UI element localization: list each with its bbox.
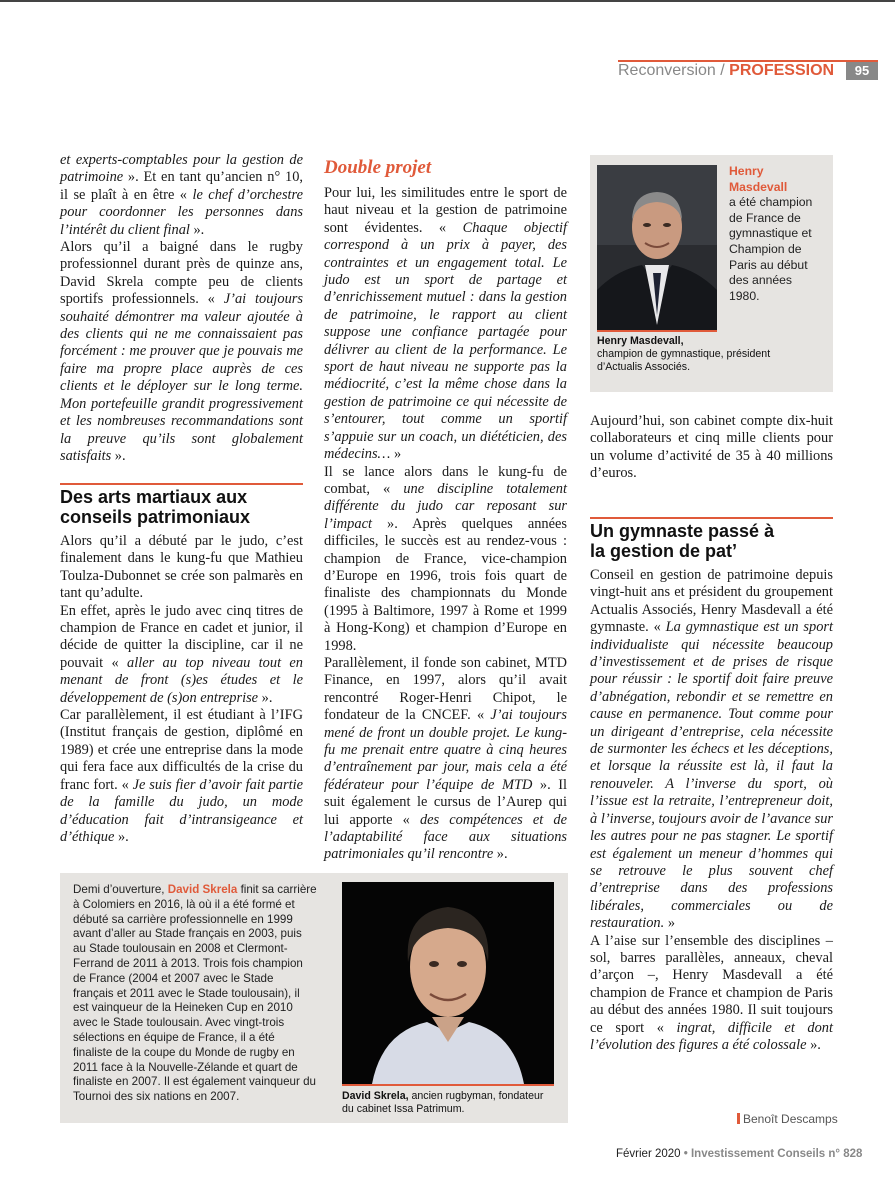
paragraph: En effet, après le judo avec cinq titres de champion de France en cadet et junior, il décide de quitter la discipline, car il ne pouvait « aller au top niveau tout en menant de front (s)es études et le développement de (s)on entreprise ». [60, 602, 303, 706]
top-rule [0, 0, 895, 2]
skrela-bio: Demi d’ouverture, David Skrela finit sa carrière à Colomiers en 2016, là où il a été formé et débuté sa carrière professionnelle en 1999 avant d’aller au Stade français en 2003, puis au Stade toulousain en 2008 et Clermont-Ferrand de 2011 à 2013. Trois fois champion de France (2004 et 2007 avec le Stade français et 2011 avec le Stade toulousain), il est vainqueur de la Heineken Cup en 2010 avec le Stade toulousain. Avec vingt-trois sélections en équipe de France, il a été finaliste de la coupe du Monde de rugby en 2011 face à la Nouvelle-Zélande et quart de finaliste en 2007. Il est également vainqueur du Tournoi des six nations en 2007. [73, 883, 317, 1104]
column-3-section-2 [590, 567, 833, 1054]
paragraph: Car parallèlement, il est étudiant à l’IFG (Institut français de gestion, diplômé en 1989) et crée une entreprise dans la mode qui fera face aux difficultés de la crise du franc fort. « Je suis fier d’avoir fait partie de la famille du judo, un mode d’éducation fait d’intransigeance et d’éthique ». [60, 707, 303, 845]
column-1-section-2 [60, 533, 303, 846]
footer-date: Février 2020 [616, 1148, 681, 1160]
paragraph: Il se lance alors dans le kung-fu de combat, « une discipline totalement différente du judo car reposant sur l’impact ». Après quelques années difficiles, le succès est au rendez-vous : champion de France, vice-champion d’Europe en 1996, trois fois quart de finaliste des championnats du Monde (1995 à Baltimore, 1997 à Rome et 1999 à Hong-Kong) et champion d’Europe en 1998. [324, 463, 567, 654]
paragraph: Conseil en gestion de patrimoine depuis vingt-huit ans et président du groupement Actualis Associés, Henry Masdevall a été gymnaste. « La gymnastique est un sport individualiste qui nécessite beaucoup d’investissement et de prises de risque pour réussir : le sportif doit faire preuve d’abnégation, rebondir et se remettre en cause en permanence. Tout comme pour un dirigeant d’entreprise, cela nécessite de surmonter les échecs et les déceptions, et lorsque la réussite est là, il faut la renouveler. A l’inverse du sport, où l’issue est la retraite, l’entrepreneur doit, à l’inverse, toujours avoir de l’avance sur les autres pour ne pas stagner. Le sportif est également un meneur d’hommes qui se retrouve le plus souvent chef d’entreprise dans des professions libérales, commerciales ou de restauration. » [590, 567, 833, 932]
paragraph: Alors qu’il a baigné dans le rugby professionnel durant près de quinze ans, David Skrela compte peu de clients sportifs professionnels. « J’ai toujours souhaité démontrer ma valeur ajoutée à des clients qui ne me connaissaient pas forcément : me prouver que je pouvais me faire ma propre place auprès de ces clients et le déployer sur le long terme. Mon portefeuille grandit progressivement et les nombreuses recommandations sont la preuve qu’ils sont globalement satisfaits ». [60, 239, 304, 464]
header-label [618, 62, 834, 80]
paragraph: A l’aise sur l’ensemble des disciplines – sol, barres parallèles, anneaux, cheval d’arçon –, Henry Masdevall a été champion de France et champion de Paris au début des années 1980. Il suit toujours ce sport « ingrat, difficile et dont l’évolution des figures a été colossale ». [590, 932, 833, 1053]
masdevall-photo-rule [597, 330, 717, 332]
heading-rule [60, 483, 303, 485]
author-credit: Benoît Descamps [737, 1112, 838, 1126]
page-footer: Février 2020 • Investissement Conseils n° 828 [616, 1148, 863, 1160]
paragraph: Pour lui, les similitudes entre le sport de haut niveau et la gestion de patrimoine sont évidentes. « Chaque objectif correspond à un prix à payer, des contraintes et un engagement total. Le judo est un sport de partage et d’enrichissement mutuel : dans la gestion de patrimoine, le rapport au client suppose une confiance partagée pour délivrer au client de la performance. Le sport de haut niveau ne supporte pas la médiocrité, c’est la même chose dans la gestion de patrimoine ce qui nécessite de s’entourer, tout comme un sportif s’appuie sur un coach, un diététicien, des médecins… » [324, 185, 568, 463]
masdevall-name: Henry Masdevall [729, 164, 788, 194]
page-number: 95 [846, 62, 878, 80]
masdevall-photo [597, 165, 717, 330]
skrela-caption: David Skrela, ancien rugbyman, fondateur du cabinet Issa Patrimum. [342, 1090, 544, 1115]
column-3 [590, 413, 833, 483]
paragraph: Aujourd’hui, son cabinet compte dix-huit collaborateurs et cinq mille clients pour un volume d’activité de 35 à 40 millions d’euros. [590, 413, 833, 482]
masdevall-bio: Henry Masdevall a été champion de France de gymnastique et Champion de Paris au début des années 1980. [729, 164, 813, 303]
masdevall-caption: Henry Masdevall, champion de gymnastique, président d’Actualis Associés. [597, 335, 771, 373]
heading-gymnaste: Un gymnaste passé à la gestion de pat’ [590, 521, 775, 561]
paragraph: Parallèlement, il fonde son cabinet, MTD Finance, en 1997, alors qu’il avait rencontré Roger-Henri Chipot, le fondateur de la CNCEF. « J’ai toujours mené de front un double projet. Le kung-fu me prenait entre quatre à cinq heures d’entraînement par jour, mais cela a été fédérateur pour l’équipe de MTD ». Il suit également le cursus de l’Aurep qui lui apporte « des compétences et de l’adaptabilité face aux situations patrimoniales qu’il rencontre ». [324, 654, 567, 863]
header-category: PROFESSION [729, 62, 835, 79]
heading-arts-martiaux: Des arts martiaux aux conseils patrimoniaux [60, 487, 251, 527]
skrela-portrait-icon [342, 882, 554, 1084]
heading-double-projet: Double projet [324, 157, 432, 178]
header-separator: / [715, 62, 730, 79]
paragraph: Alors qu’il a débuté par le judo, c’est finalement dans le kung-fu que Mathieu Toulza-Dubonnet se crée son palmarès en tant qu’adulte. [60, 533, 303, 602]
header-section: Reconversion [618, 62, 716, 79]
footer-publication: Investissement Conseils n° 828 [690, 1148, 863, 1160]
skrela-photo-rule [342, 1084, 554, 1086]
heading-rule [590, 517, 833, 519]
column-2 [324, 185, 567, 864]
paragraph: et experts-comptables pour la gestion de patrimoine ». Et en tant qu’ancien n° 10, il se plaît à en être « le chef d’orchestre pour coordonner les personnes dans l’intérêt du client final ». [60, 152, 303, 238]
skrela-name: David Skrela [167, 883, 238, 896]
masdevall-portrait-icon [597, 165, 717, 330]
author-mark-icon [737, 1113, 740, 1124]
column-1 [60, 152, 303, 465]
skrela-photo [342, 882, 554, 1084]
